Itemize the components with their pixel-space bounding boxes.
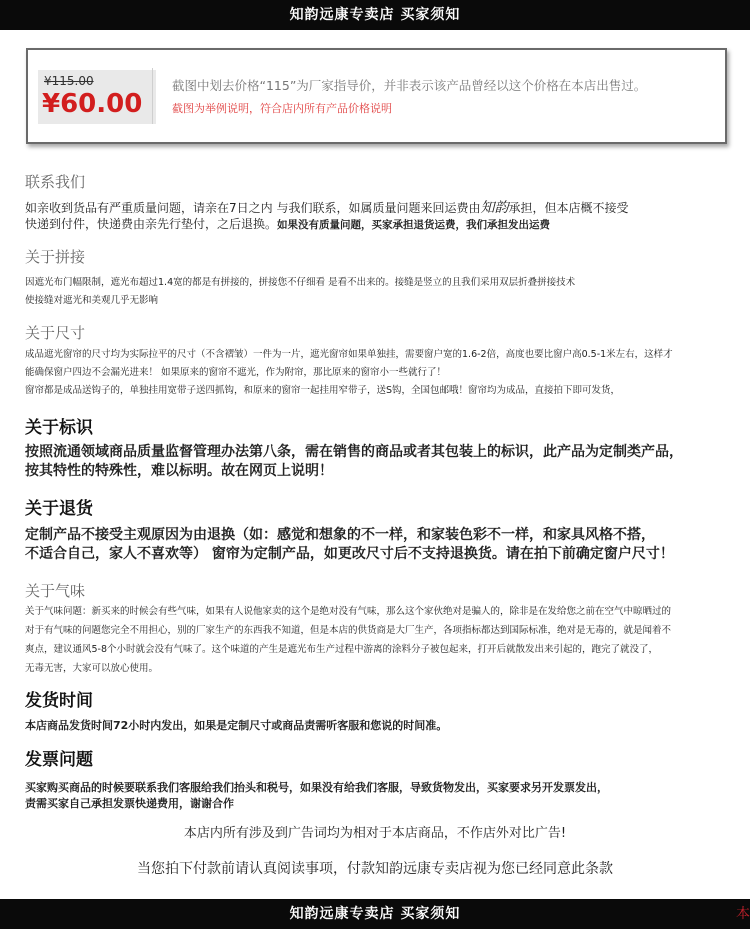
contact-text-c: 快递到付件，快递费由亲先行垫付，之后退换。 [25,217,278,231]
contact-line-2 [25,216,735,233]
price-tag [38,70,156,124]
invoice-line-2: 责需买家自己承担发票快递费用，谢谢合作 [25,797,234,810]
footer-banner [0,899,750,929]
returns-heading: 关于退货 [25,499,93,519]
contact-heading: 联系我们 [25,173,86,191]
invoice-line-1: 买家购买商品的时候要联系我们客服给我们抬头和税号，如果没有给我们客服，导致货物发出，买家要求另开发票发出， [25,781,608,794]
size-line-1: 成品遮光窗帘的尺寸均为实际拉平的尺寸（不含褶皱）一件为一片，遮光窗帘如果单独挂，需要窗户宽的1.6-2倍，高度也要比窗户高0.5-1米左右，这样才 [25,349,673,360]
header-banner [0,0,750,30]
smell-line-4: 无毒无害，大家可以放心使用。 [25,663,159,674]
corner-mark: 本 [736,906,750,922]
smell-line-2: 对于有气味的问题您完全不用担心，别的厂家生产的东西我不知道，但是本店的供货商是大厂生产，各项指标都达到国际标准，绝对是无毒的，就是闻着不 [25,625,672,636]
contact-freight-note: 如果没有质量问题，买家承担退货运费，我们承担发出运费 [277,219,551,231]
header-title: 买家须知 [400,7,461,23]
footer-title: 买家须知 [400,906,461,922]
size-heading: 关于尺寸 [25,324,86,342]
splice-heading: 关于拼接 [25,248,86,266]
agreement-note: 当您拍下付款前请认真阅读事项，付款知韵远康专卖店视为您已经同意此条款 [137,861,613,877]
smell-line-1: 关于气味问题：新买来的时候会有些气味，如果有人说他家卖的这个是绝对没有气味，那么这个家伙绝对是骗人的，除非是在发给您之前在空气中晾晒过的 [25,606,672,617]
splice-line-2: 使接缝对遮光和美观几乎无影响 [25,295,159,306]
current-price: ¥60.00 [42,89,143,119]
shop-signature: 知韵 [480,200,509,216]
label-line-2: 按其特性的特殊性，难以标明。故在网页上说明！ [25,463,333,479]
contact-text-a: 如亲收到货品有严重质量问题，请亲在7日之内 与我们联系，如属质量问题来回运费由 [25,201,481,215]
price-note: 截图中划去价格“115”为厂家指导价，并非表示该产品曾经以这个价格在本店出售过。 [172,78,647,93]
shop-name: 知韵远康专卖店 [289,7,395,23]
original-price: ¥115.00 [44,74,94,88]
price-example-note: 截图为举例说明，符合店内所有产品价格说明 [172,102,392,115]
ad-disclaimer: 本店内所有涉及到广告词均为相对于本店商品，不作店外对比广告! [183,826,567,841]
contact-text-b: 承担，但本店概不接受 [508,201,629,215]
splice-line-1: 因遮光布门幅限制，遮光布超过1.4宽的都是有拼接的，拼接您不仔细看 是看不出来的。接缝是竖立的且我们采用双层折叠拼接技术 [25,277,576,288]
returns-line-2: 不适合自己，家人不喜欢等） 窗帘为定制产品，如更改尺寸后不支持退换货。请在拍下前确定窗户尺寸！ [25,546,674,562]
contact-line-1 [25,200,735,216]
ship-line-1: 本店商品发货时间72小时内发出，如果是定制尺寸或商品责需听客服和您说的时间准。 [25,719,448,732]
smell-heading: 关于气味 [25,582,86,600]
label-heading: 关于标识 [25,418,93,438]
footer-shop-name: 知韵远康专卖店 [289,906,395,922]
returns-line-1: 定制产品不接受主观原因为由退换（如：感觉和想象的不一样，和家装色彩不一样，和家具风格不搭， [25,527,655,543]
size-line-2: 能确保窗户四边不会漏光进来！ 如果原来的窗帘不遮光，作为附帘，那比原来的窗帘小一些就行了！ [25,367,447,378]
price-notice-box [26,48,727,144]
invoice-heading: 发票问题 [25,750,93,770]
ship-heading: 发货时间 [25,691,93,711]
size-line-3: 窗帘都是成品送钩子的，单独挂用宽带子送四抓钩，和原来的窗帘一起挂用窄带子，送S钩，全国包邮哦！窗帘均为成品，直接拍下即可发货， [25,385,621,396]
price-divider [152,68,153,124]
smell-line-3: 爽点，建议通风5-8个小时就会没有气味了。这个味道的产生是遮光布生产过程中游离的涂料分子被包起来，打开后就散发出来引起的，跑完了就没了， [25,644,659,655]
label-line-1: 按照流通领域商品质量监督管理办法第八条，需在销售的商品或者其包装上的标识，此产品为定制类产品， [25,444,683,460]
